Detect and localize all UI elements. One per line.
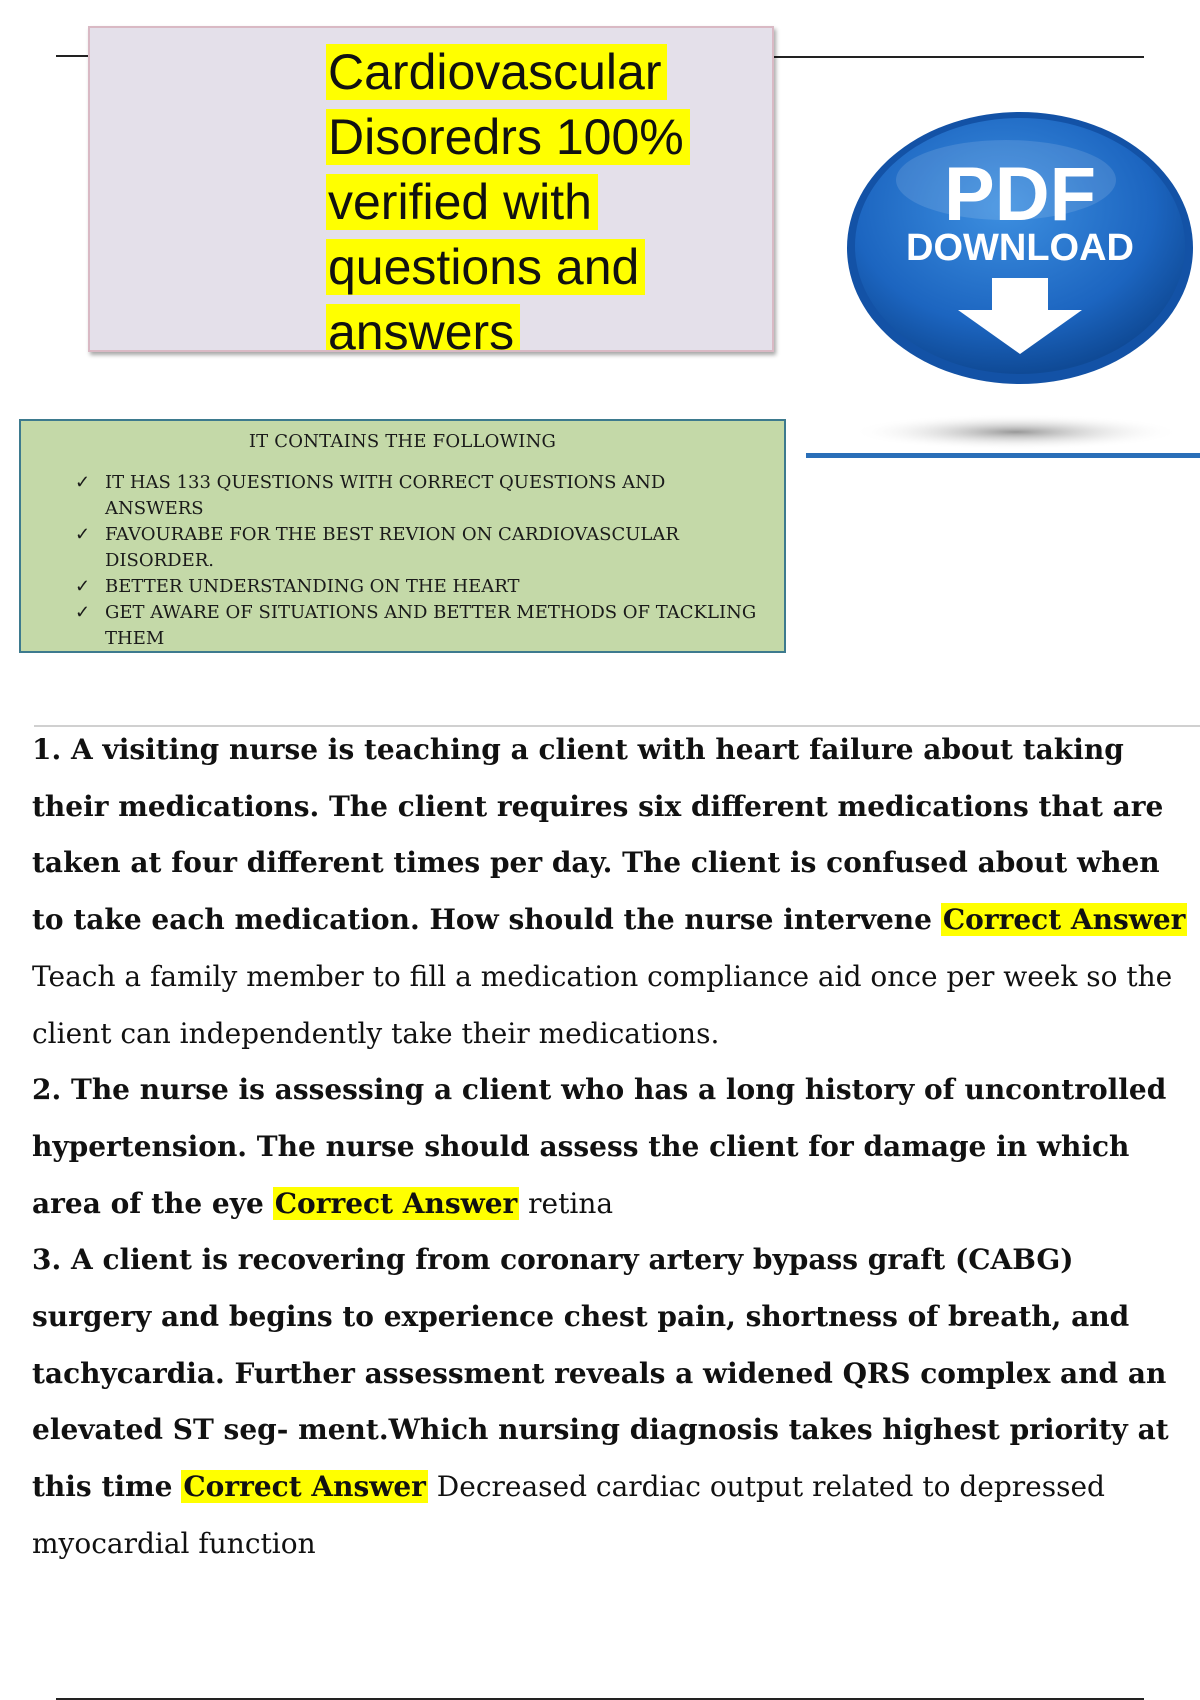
badge-shadow: [851, 414, 1181, 450]
title-line: verified with: [326, 174, 598, 230]
list-item: [75, 600, 764, 652]
check-icon: ✓: [75, 576, 91, 597]
list-item-text: BETTER UNDERSTANDING ON THE HEART: [105, 576, 520, 597]
question-list: [32, 722, 1198, 1573]
list-item: [75, 574, 764, 600]
title-line: Disoredrs 100%: [326, 109, 690, 165]
pdf-download-badge[interactable]: [846, 110, 1196, 460]
check-icon: ✓: [75, 524, 91, 545]
correct-answer-label: Correct Answer: [942, 903, 1186, 937]
pdf-label: PDF: [944, 152, 1096, 237]
title-line: questions and: [326, 239, 645, 295]
question-text: 3. A client is recovering from coronary artery bypass graft (CABG) surgery and begins to experience chest pain, shortness of breath, and tachycardia. Further assessment reveals a widened QRS complex and an elevated ST seg- ment.Which nursing diagnosis takes highest priority at this time: [32, 1243, 1169, 1504]
question-item: [32, 722, 1198, 1062]
list-item: [75, 522, 764, 574]
title-line: answers: [326, 304, 520, 352]
question-item: [32, 1232, 1198, 1572]
title-box: [88, 26, 774, 352]
contents-box: [19, 419, 786, 653]
contents-heading: IT CONTAINS THE FOLLOWING: [248, 431, 557, 452]
correct-answer-label: Correct Answer: [274, 1186, 518, 1220]
correct-answer-label: Correct Answer: [183, 1470, 426, 1504]
question-item: [32, 1062, 1198, 1232]
list-item-text: IT HAS 133 QUESTIONS WITH CORRECT QUESTIONS AND ANSWERS: [105, 472, 666, 519]
answer-text: Decreased cardiac output related to depressed myocardial function: [32, 1470, 1105, 1560]
list-item-text: FAVOURABE FOR THE BEST REVION ON CARDIOVASCULAR DISORDER.: [105, 524, 679, 571]
question-text: 1. A visiting nurse is teaching a client with heart failure about taking their medications. The client requires six different medications that are taken at four different times per day. The client is confused about when to take each medication. How should the nurse intervene: [32, 733, 1164, 937]
download-label: DOWNLOAD: [906, 227, 1134, 269]
check-icon: ✓: [75, 472, 91, 493]
document-title: [326, 40, 766, 352]
answer-text: Teach a family member to fill a medication compliance aid once per week so the client can independently take their medications.: [32, 959, 1173, 1050]
list-item: [75, 470, 764, 522]
top-rule-left: [56, 55, 92, 57]
question-text: 2. The nurse is assessing a client who has a long history of uncontrolled hypertension. The nurse should assess the client for damage in which area of the eye: [32, 1073, 1167, 1220]
contents-list: [21, 470, 784, 652]
top-rule-right: [774, 56, 1144, 58]
check-icon: ✓: [75, 602, 91, 623]
title-line: Cardiovascular: [326, 44, 667, 100]
list-item-text: GET AWARE OF SITUATIONS AND BETTER METHODS OF TACKLING THEM: [105, 602, 757, 649]
answer-text: retina: [528, 1186, 614, 1220]
badge-strip: [806, 453, 1200, 458]
